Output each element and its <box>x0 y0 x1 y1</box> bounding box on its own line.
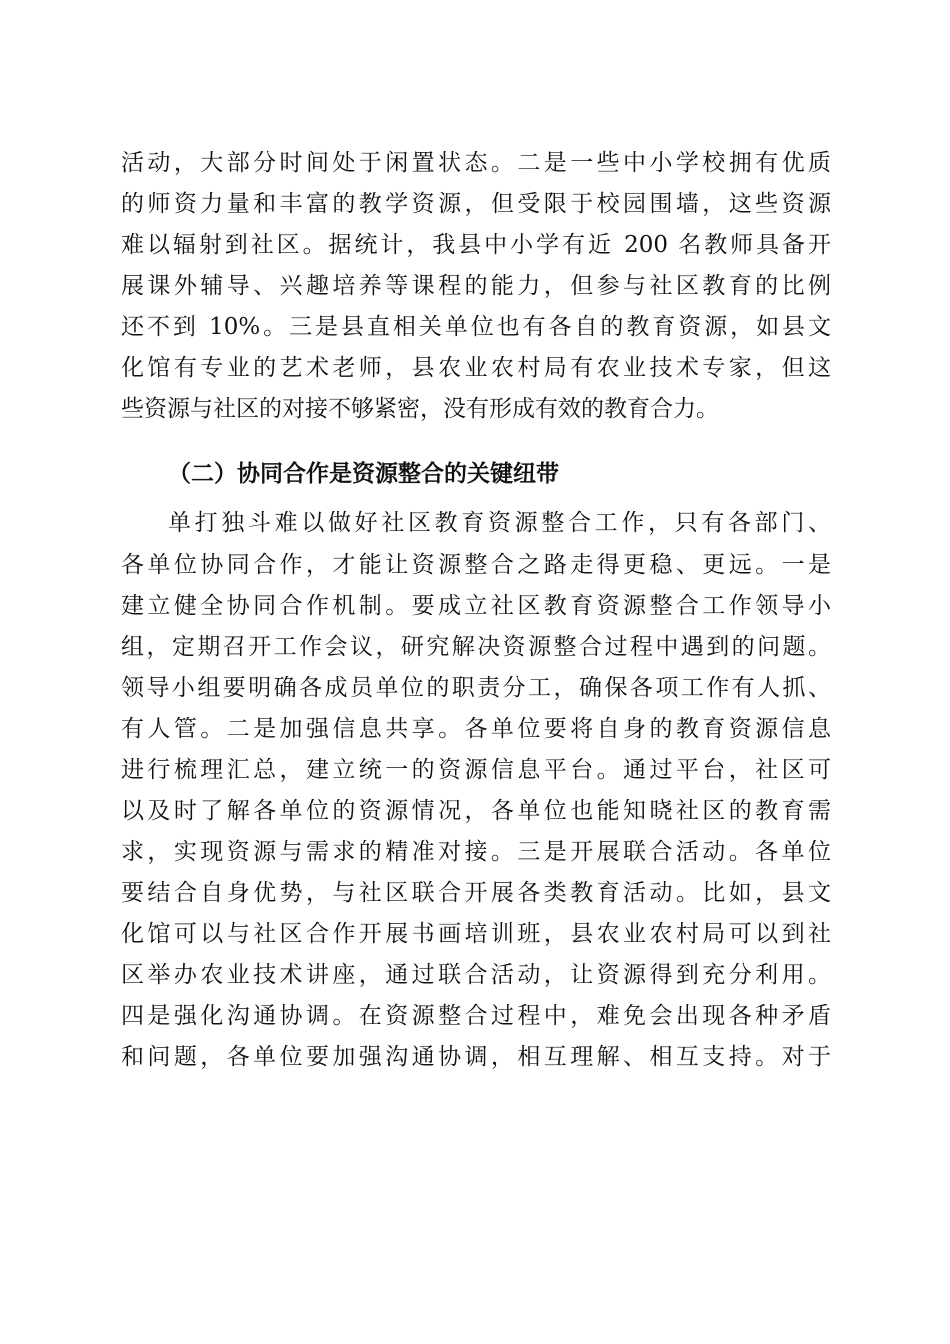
body-text-line: 要结合自身优势，与社区联合开展各类教育活动。比如，县文 <box>121 880 831 906</box>
body-text-line: 化馆可以与社区合作开展书画培训班，县农业农村局可以到社 <box>121 921 831 947</box>
body-text-line: 和问题，各单位要加强沟通协调，相互理解、相互支持。对于 <box>121 1044 831 1070</box>
body-text-line: 四是强化沟通协调。在资源整合过程中，难免会出现各种矛盾 <box>121 1003 831 1029</box>
body-text-line: 些资源与社区的对接不够紧密，没有形成有效的教育合力。 <box>121 396 719 422</box>
body-text-line: 以及时了解各单位的资源情况，各单位也能知晓社区的教育需 <box>121 798 831 824</box>
paragraph-first-line: 单打独斗难以做好社区教育资源整合工作，只有各部门、 <box>168 510 831 536</box>
body-text-line: 领导小组要明确各成员单位的职责分工，确保各项工作有人抓、 <box>121 675 831 701</box>
body-text-line: 化馆有专业的艺术老师，县农业农村局有农业技术专家，但这 <box>121 355 831 381</box>
body-text-line: 活动，大部分时间处于闲置状态。二是一些中小学校拥有优质 <box>121 150 831 176</box>
body-text-line: 各单位协同合作，才能让资源整合之路走得更稳、更远。一是 <box>121 552 831 578</box>
body-text-line: 还不到 10%。三是县直相关单位也有各自的教育资源，如县文 <box>121 314 831 340</box>
body-text-line: 组，定期召开工作会议，研究解决资源整合过程中遇到的问题。 <box>121 634 831 660</box>
body-text-line: 求，实现资源与需求的精准对接。三是开展联合活动。各单位 <box>121 839 831 865</box>
section-heading: （二）协同合作是资源整合的关键纽带 <box>168 460 559 487</box>
body-text-line: 区举办农业技术讲座，通过联合活动，让资源得到充分利用。 <box>121 962 831 988</box>
body-text-line: 建立健全协同合作机制。要成立社区教育资源整合工作领导小 <box>121 593 831 619</box>
body-text-line: 展课外辅导、兴趣培养等课程的能力，但参与社区教育的比例 <box>121 273 831 299</box>
body-text-line: 进行梳理汇总，建立统一的资源信息平台。通过平台，社区可 <box>121 757 831 783</box>
body-text-line: 有人管。二是加强信息共享。各单位要将自身的教育资源信息 <box>121 716 831 742</box>
body-text-line: 的师资力量和丰富的教学资源，但受限于校园围墙，这些资源 <box>121 191 831 217</box>
body-text-line: 难以辐射到社区。据统计，我县中小学有近 200 名教师具备开 <box>121 232 831 258</box>
